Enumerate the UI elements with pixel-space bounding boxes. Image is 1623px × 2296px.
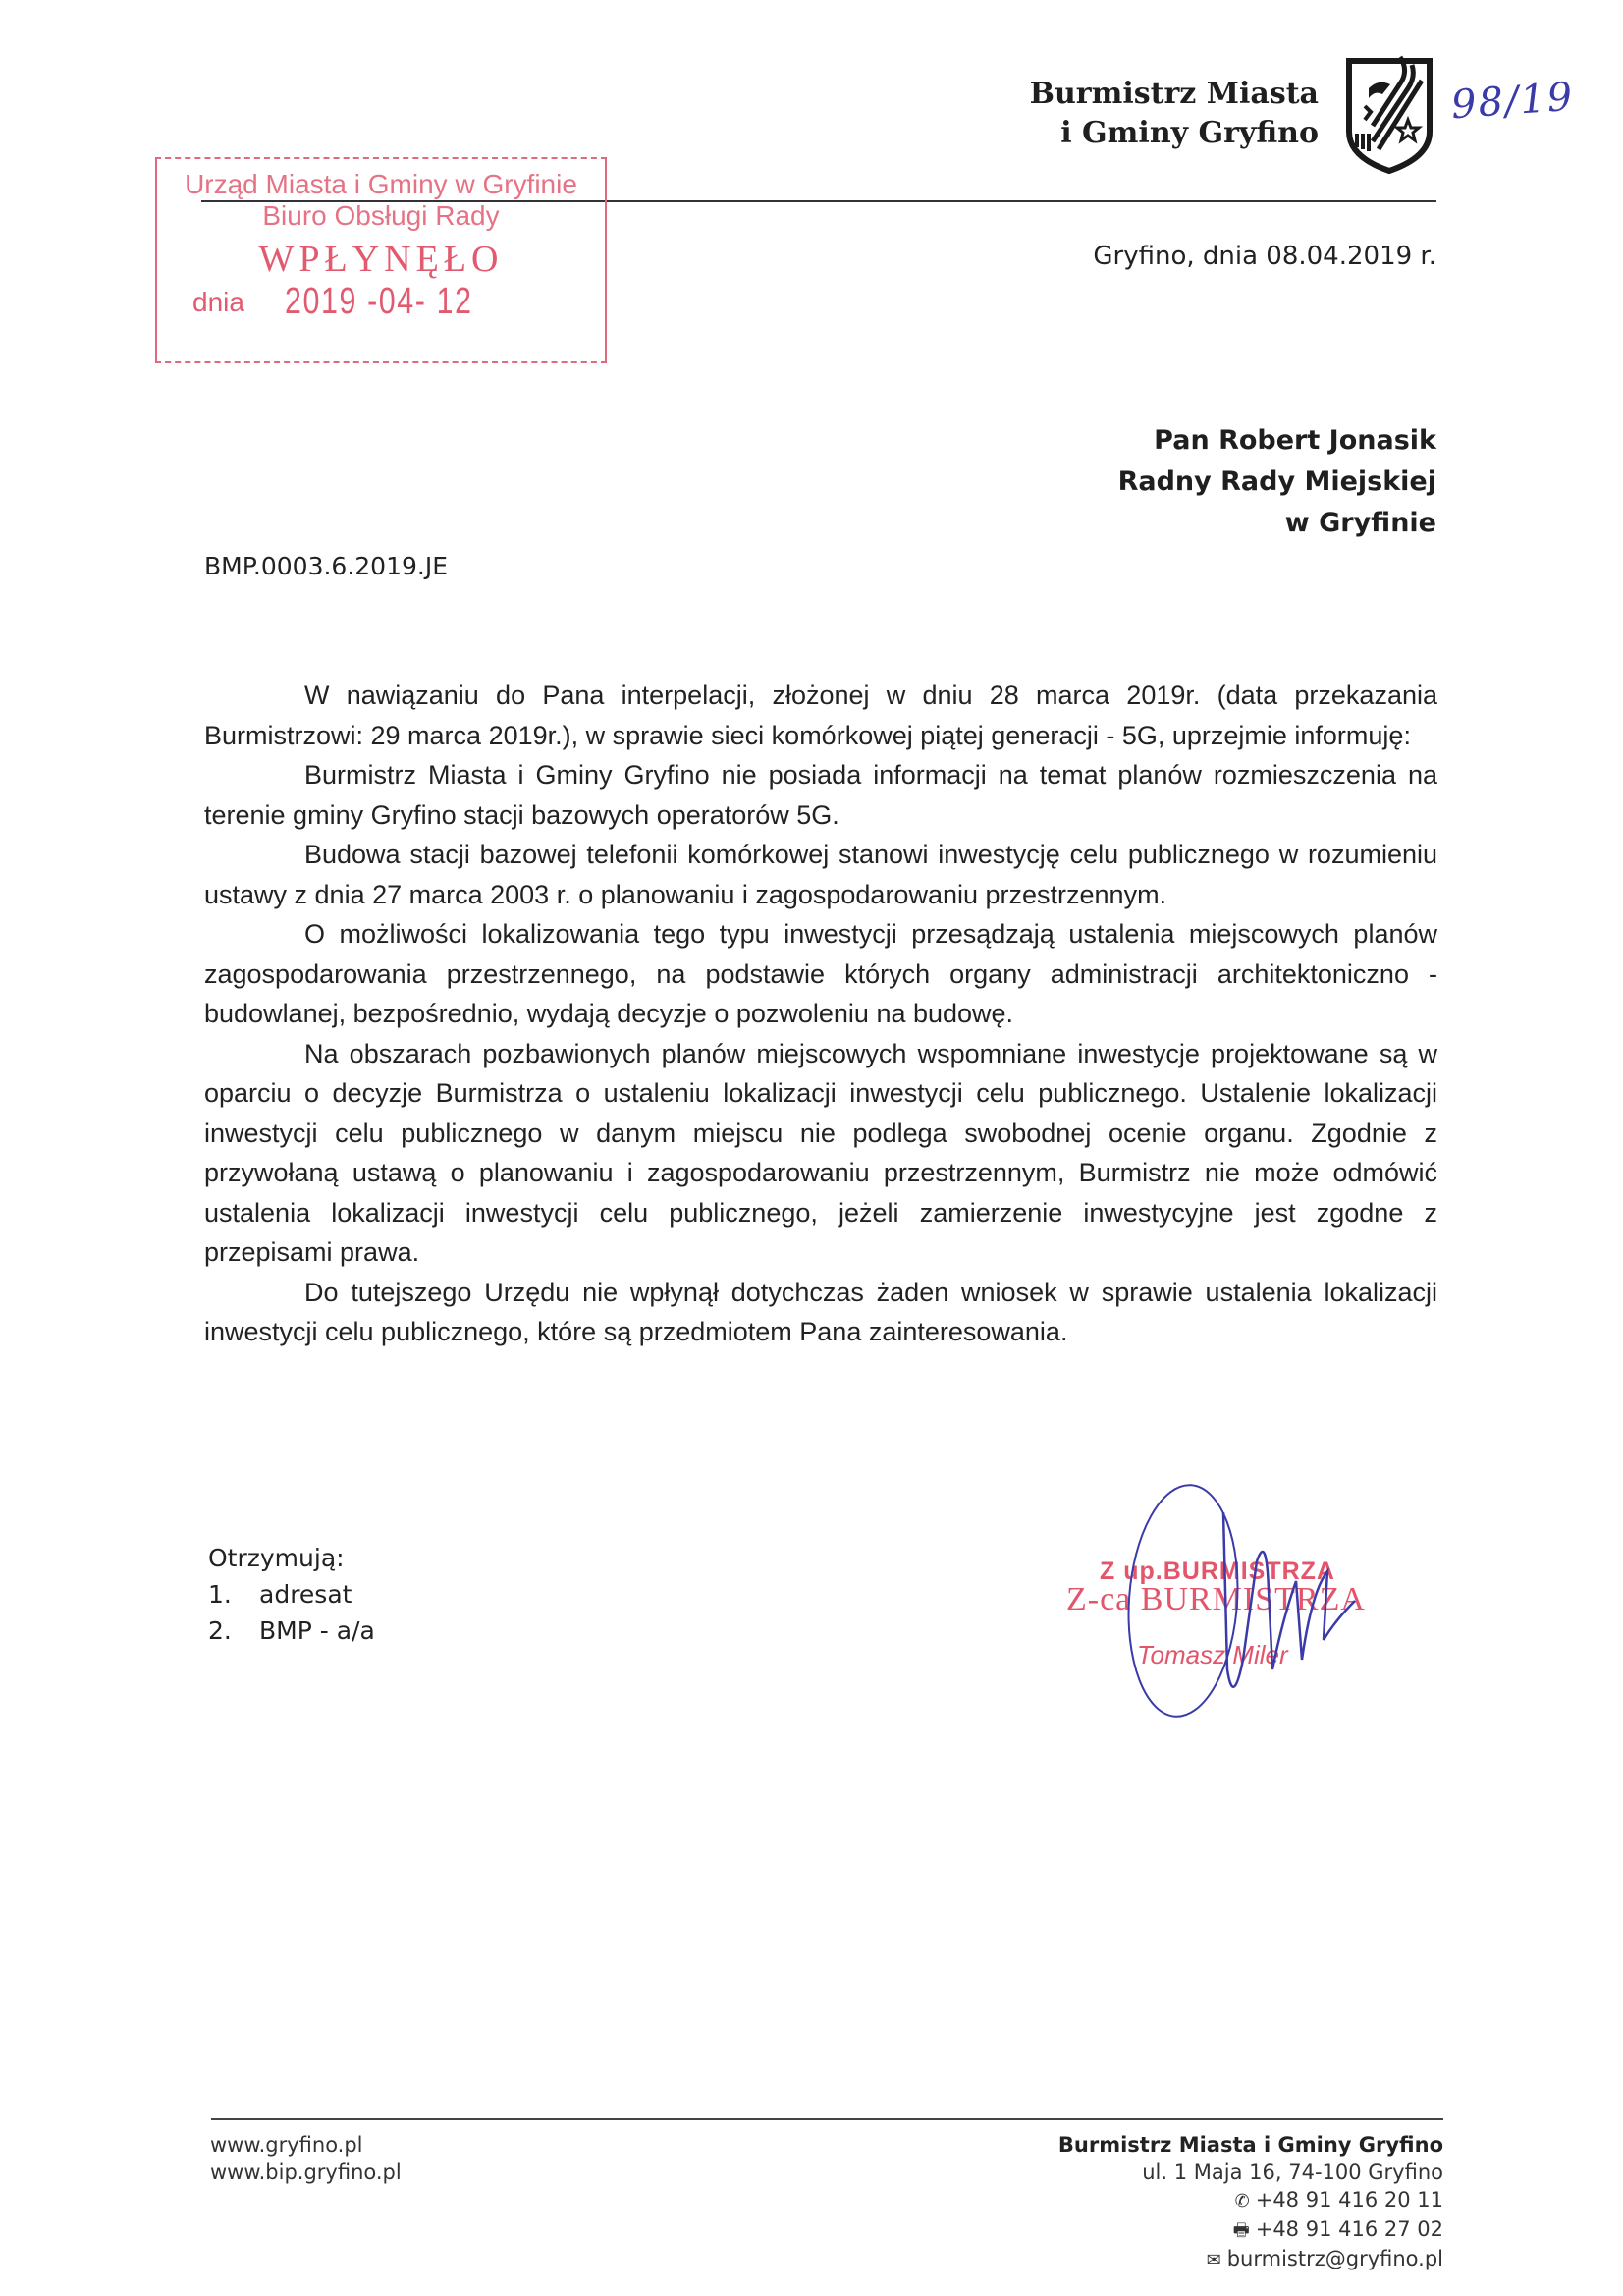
body-paragraph: Na obszarach pozbawionych planów miejscowych wspomniane inwestycje projektowane są w oparciu o decyzje Burmistrza o ustaleniu lokalizacji inwestycji celu publicznego. Ustalenie lokalizacji inwestycji celu publicznego w danym miejscu nie podlega swobodnej ocenie organu. Zgodnie z przywołaną ustawą o planowaniu i zagospodarowaniu przestrzennym, Burmistrz nie może odmówić ustalenia lokalizacji inwestycji celu publicznego, jeżeli zamierzenie inwestycyjne jest zgodne z przepisami prawa. <box>204 1038 1437 1267</box>
body-paragraph: W nawiązaniu do Pana interpelacji, złożonej w dniu 28 marca 2019r. (data przekazania Burmistrzowi: 29 marca 2019r.), w sprawie sieci komórkowej piątej generacji - 5G, uprzejmie informuję: <box>204 681 1437 750</box>
footer-org-name: Burmistrz Miasta i Gminy Gryfino <box>1057 2133 1443 2157</box>
bip-website-link[interactable]: www.bip.gryfino.pl <box>210 2160 402 2184</box>
gryfino-coat-of-arms-icon <box>1343 55 1435 175</box>
footer-email[interactable]: burmistrz@gryfino.pl <box>1226 2247 1443 2270</box>
signature-authority-line: Z up.BURMISTRZA <box>1100 1558 1335 1585</box>
handwritten-registry-number: 98/19 <box>1449 74 1576 129</box>
phone-icon: ✆ <box>1234 2191 1250 2212</box>
place-and-date: Gryfino, dnia 08.04.2019 r. <box>1093 242 1436 271</box>
fax-icon: 🖶 <box>1232 2220 1250 2241</box>
stamp-office-name: Urząd Miasta i Gminy w Gryfinie <box>185 169 577 199</box>
handwritten-signature-icon <box>1060 1473 1434 1728</box>
distribution-heading: Otrzymują: <box>208 1544 345 1572</box>
stamp-date-label: dnia <box>192 287 244 317</box>
footer-contact <box>1058 2131 1443 2274</box>
recipient-title: Radny Rady Miejskiej <box>1117 466 1436 497</box>
body-paragraph: Do tutejszego Urzędu nie wpłynął dotychczas żaden wniosek w sprawie ustalenia lokalizacji inwestycji celu publicznego, które są przedmiotem Pana zainteresowania. <box>204 1277 1437 1346</box>
body-paragraph: Burmistrz Miasta i Gminy Gryfino nie posiada informacji na temat planów rozmieszczenia na terenie gminy Gryfino stacji bazowych operatorów 5G. <box>204 760 1437 830</box>
body-paragraph: Budowa stacji bazowej telefonii komórkowej stanowi inwestycję celu publicznego w rozumieniu ustawy z dnia 27 marca 2003 r. o planowaniu i zagospodarowaniu przestrzennym. <box>204 840 1437 909</box>
distribution-list <box>208 1540 375 1649</box>
body-paragraph: O możliwości lokalizowania tego typu inwestycji przesądzają ustalenia miejscowych planów zagospodarowania przestrzennego, na podstawie których organy administracji architektoniczno - budowlanej, bezpośrednio, wydają decyzje o pozwoleniu na budowę. <box>204 919 1437 1028</box>
footer-fax: +48 91 416 27 02 <box>1255 2217 1443 2241</box>
distribution-item-number: 2. <box>208 1616 232 1645</box>
footer-phone[interactable]: +48 91 416 20 11 <box>1255 2188 1443 2212</box>
footer-divider <box>211 2118 1443 2120</box>
footer-phone-row <box>1058 2186 1443 2215</box>
case-reference: BMP.0003.6.2019.JE <box>204 552 449 580</box>
envelope-icon: ✉ <box>1206 2250 1221 2270</box>
distribution-item-number: 1. <box>208 1580 232 1609</box>
website-link[interactable]: www.gryfino.pl <box>210 2133 363 2157</box>
footer-fax-row <box>1058 2215 1443 2245</box>
org-name-line-1: Burmistrz Miasta <box>1029 77 1319 111</box>
incoming-mail-stamp <box>155 157 607 363</box>
recipient-block <box>1118 420 1436 544</box>
distribution-item-label: adresat <box>259 1580 352 1609</box>
recipient-name: Pan Robert Jonasik <box>1154 425 1436 456</box>
letter-body <box>204 676 1437 1352</box>
letterhead-org-name <box>1030 75 1319 153</box>
distribution-item <box>208 1613 375 1649</box>
distribution-item <box>208 1576 375 1613</box>
signature-stamp <box>1060 1473 1434 1728</box>
distribution-item-label: BMP - a/a <box>259 1616 375 1645</box>
stamp-date-value: 2019 -04- 12 <box>285 281 473 322</box>
footer-email-row <box>1058 2245 1443 2274</box>
recipient-location: w Gryfinie <box>1284 508 1436 538</box>
footer-websites <box>210 2131 402 2186</box>
footer-address: ul. 1 Maja 16, 74-100 Gryfino <box>1142 2160 1443 2184</box>
org-name-line-2: i Gminy Gryfino <box>1060 116 1319 150</box>
stamp-received: WPŁYNĘŁO <box>258 239 504 280</box>
signature-name: Tomasz Miler <box>1137 1640 1288 1669</box>
stamp-department: Biuro Obsługi Rady <box>262 200 500 231</box>
signature-role-line: Z-ca BURMISTRZA <box>1066 1581 1366 1617</box>
